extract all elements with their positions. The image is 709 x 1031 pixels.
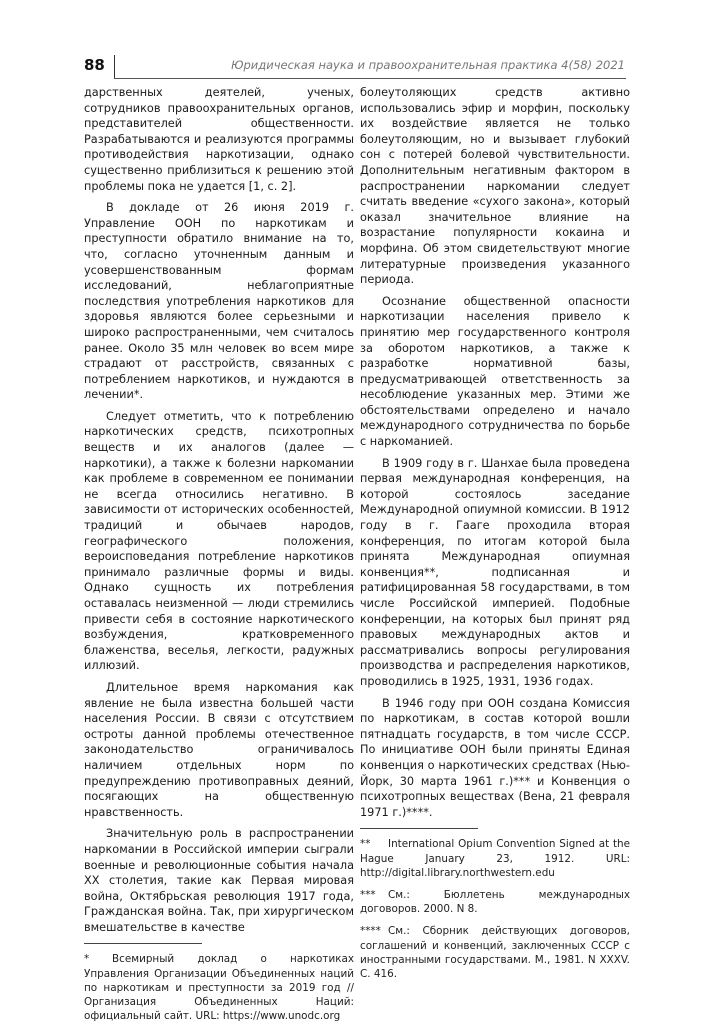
paragraph: Следует отметить, что к потреблению наркотических средств, психотропных веществ и их аналогов (далее — наркотики), а также к болезни наркомании как проблеме в современном ее понимании не всегда относились негативно. В зависимости от исторических особенностей, традиций и обычаев народов, географического положения, вероисповедания потребление наркотиков принимало различные формы и виды. Однако сущность их потребления оставалась неизменной — люди стремились привести себя в состояние наркотического возбуждения, кратковременного блаженства, веселья, легкости, радужных иллюзий. — [84, 409, 354, 673]
footnote-text: International Opium Convention Signed at the Hague January 23, 1912. URL: http://digital.library.northwestern.edu — [360, 838, 630, 879]
right-column — [360, 85, 630, 989]
page-header — [0, 0, 709, 90]
footnote — [360, 888, 630, 916]
paragraph: В 1946 году при ООН создана Комиссия по наркотикам, в состав которой вошли пятнадцать государств, в том числе СССР. По инициативе ООН были приняты Единая конвенция о наркотических средствах (Нью-Йорк, 30 марта 1961 г.)*** и Конвенция о психотропных веществах (Вена, 21 февраля 1971 г.)****. — [360, 696, 630, 819]
paragraph: дарственных деятелей, ученых, сотрудников правоохранительных органов, представителей общественности. Разрабатываются и реализуются программы противодействия наркотизации, однако существенно приблизиться к решению этой проблемы пока не удается [1, с. 2]. — [84, 86, 354, 193]
left-column — [84, 85, 354, 1031]
footnote-mark: **** — [360, 925, 381, 938]
header-divider — [114, 55, 115, 79]
footnote — [360, 837, 630, 880]
footnote — [360, 924, 630, 981]
footnote-mark: ** — [360, 838, 371, 851]
footnote-rule — [84, 943, 202, 944]
paragraph: Осознание общественной опасности наркотизации населения привело к принятию мер государственного контроля за оборотом наркотиков, а также к разработке нормативной базы, предусматривающей ответственность за несоблюдение указанных мер. Этими же обстоятельствами определено и начало международного сотрудничества по борьбе с наркоманией. — [360, 294, 630, 449]
footnote-text: Всемирный доклад о наркотиках Управления Организации Объединенных наций по наркотикам и преступности за 2019 год // Организация Объединенных Наций: официальный сайт. URL: https://www.unodc.org — [84, 953, 354, 1023]
paragraph: Длительное время наркомания как явление не была известна большей части населения России. В связи с отсутствием остроты данной проблемы отечественное законодательство ограничивалось наличием отдельных норм по предупреждению противоправных деяний, посягающих на общественную нравственность. — [84, 680, 354, 819]
paragraph: болеутоляющих средств активно использовались эфир и морфин, поскольку их воздействие является не только болеутоляющим, но и вызывает глубокий сон с потерей болевой чувствительности. Дополнительным негативным фактором в распространении наркомании следует считать введение «сухого закона», который оказал значительное влияние на возрастание популярности кокаина и морфина. Об этом свидетельствуют многие литературные произведения указанного периода. — [360, 86, 630, 287]
paragraph: Значительную роль в распространении наркомании в Российской империи сыграли военные и революционные события начала XX столетия, такие как Первая мировая война, Октябрьская революция 1917 года, Гражданская война. Так, при хирургическом вмешательстве в качестве — [84, 827, 354, 934]
header-rule — [114, 78, 626, 79]
page-number: 88 — [84, 56, 105, 74]
paragraph: В докладе от 26 июня 2019 г. Управление ООН по наркотикам и преступности обратило внимание на то, что, согласно уточненным данным и усовершенствованным формам исследований, неблагоприятные последствия употребления наркотиков для здоровья являются более серьезными и широко распространенными, чем считалось ранее. Около 35 млн человек во всем мире страдают от расстройств, связанных с потреблением наркотиков, и нуждаются в лечении*. — [84, 201, 354, 402]
footnote-text: См.: Бюллетень международных договоров. 2000. N 8. — [360, 888, 630, 916]
journal-title: Юридическая наука и правоохранительная практика 4(58) 2021 — [231, 58, 625, 72]
paragraph: В 1909 году в г. Шанхае была проведена первая международная конференция, на которой состоялось заседание Международной опиумной комиссии. В 1912 году в г. Гааге проходила вторая конференция, по итогам которой была принята Международная опиумная конвенция**, подписанная и ратифицированная 58 государствами, в том числе Российской империей. Подобные конференции, на которых был принят ряд правовых международных актов и рассматривались вопросы регулирования производства и распределения наркотиков, проводились в 1925, 1931, 1936 годах. — [360, 456, 630, 688]
footnote-mark: * — [84, 953, 90, 966]
footnote-text: См.: Сборник действующих договоров, соглашений и конвенций, заключенных СССР с иностранными государствами. М., 1981. N XXXV. С. 416. — [360, 925, 630, 980]
footnote-mark: *** — [360, 888, 376, 901]
footnote-rule — [360, 828, 478, 829]
footnote — [84, 952, 354, 1023]
